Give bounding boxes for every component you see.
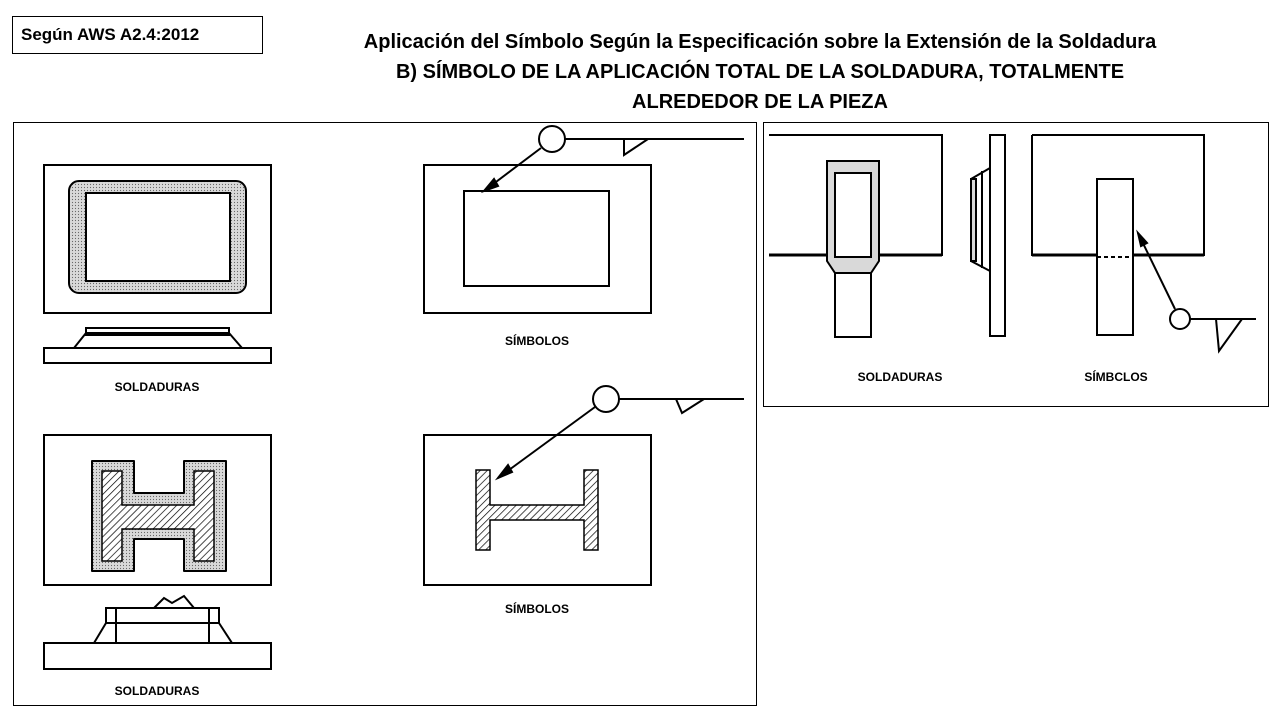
right-diagram-panel xyxy=(763,122,1269,407)
left-diagram-panel xyxy=(13,122,757,706)
page-title xyxy=(290,27,1230,117)
label-symbols-1: SÍMBOLOS xyxy=(504,334,570,348)
lap-weld-plan-view xyxy=(769,135,942,337)
title-line-2: B) SÍMBOLO DE LA APLICACIÓN TOTAL DE LA SOLDADURA, TOTALMENTE xyxy=(395,61,1125,83)
label-welds-1: SOLDADURAS xyxy=(114,380,200,394)
h-symbol-view xyxy=(424,435,651,585)
weld-all-around-symbol-1 xyxy=(484,126,744,191)
h-weld-plan-view xyxy=(44,435,271,585)
label-symbols-right: SÍMBCLOS xyxy=(1084,370,1148,384)
rect-symbol-view xyxy=(424,165,651,313)
weld-all-around-symbol-3 xyxy=(1138,233,1256,351)
rect-weld-plan-view xyxy=(44,165,271,313)
rect-weld-section-view xyxy=(44,328,271,363)
right-diagram-svg xyxy=(764,123,1268,406)
h-weld-section-view xyxy=(44,596,271,669)
label-welds-right: SOLDADURAS xyxy=(857,370,943,384)
lap-weld-side-view xyxy=(971,135,1005,336)
title-line-1: Aplicación del Símbolo Según la Especificación sobre la Extensión de la Soldadura xyxy=(363,31,1157,53)
lap-symbol-view xyxy=(1032,135,1204,335)
left-diagram-svg xyxy=(14,123,756,705)
label-welds-2: SOLDADURAS xyxy=(114,684,200,698)
title-line-3: ALREDEDOR DE LA PIEZA xyxy=(632,91,888,113)
label-symbols-2: SÍMBOLOS xyxy=(504,602,570,616)
weld-all-around-symbol-2 xyxy=(498,386,744,478)
standard-reference-box: Según AWS A2.4:2012 xyxy=(12,16,263,54)
